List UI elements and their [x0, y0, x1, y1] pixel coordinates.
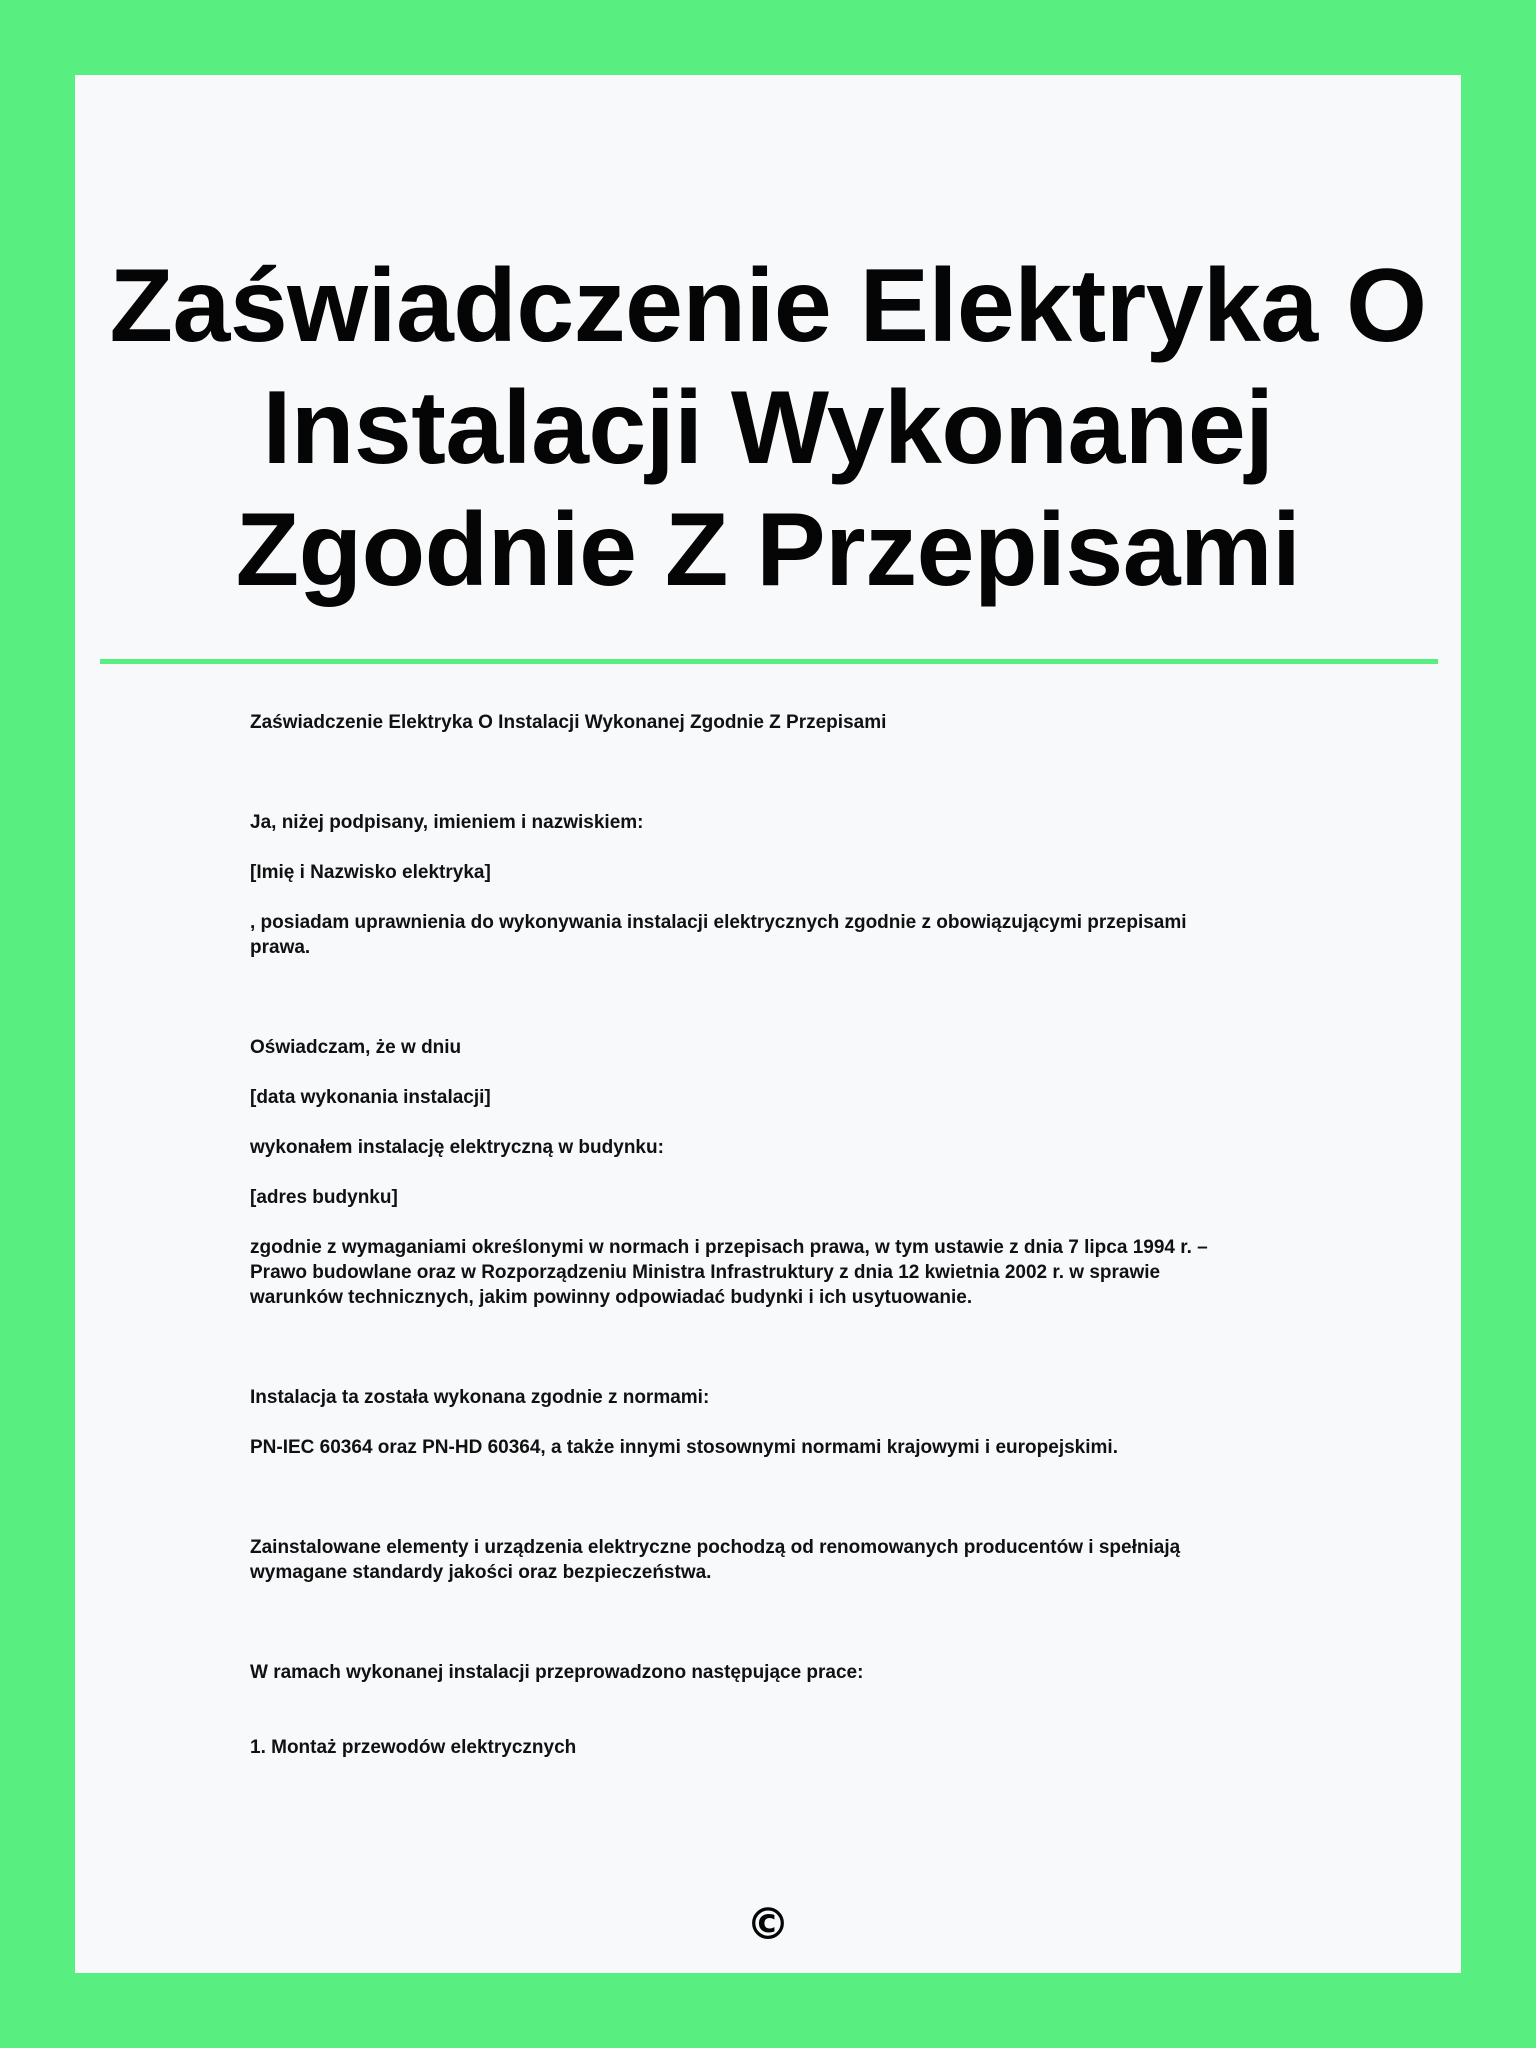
paragraph-qualifications-line1: , posiadam uprawnienia do wykonywania instalacji elektrycznych zgodnie z obowiązującymi przepisami — [250, 912, 1187, 933]
placeholder-installation-date: [data wykonania instalacji] — [250, 1087, 491, 1108]
paragraph-declarant-intro: Ja, niżej podpisany, imieniem i nazwiskiem: — [250, 812, 644, 833]
paragraph-qualifications-line2: prawa. — [250, 937, 311, 958]
copyright-icon: © — [746, 1899, 790, 1950]
paragraph-components-line2: wymagane standardy jakości oraz bezpieczeństwa. — [250, 1562, 712, 1583]
paragraph-legal-basis-line1: zgodnie z wymaganiami określonymi w normach i przepisach prawa, w tym ustawie z dnia 7 lipca 1994 r. – — [250, 1237, 1208, 1258]
paragraph-declaration-date-intro: Oświadczam, że w dniu — [250, 1037, 462, 1058]
list-item-works-1: 1. Montaż przewodów elektrycznych — [250, 1737, 577, 1758]
page-title: Zaświadczenie Elektryka O Instalacji Wykonanej Zgodnie Z Przepisami — [109, 248, 1427, 608]
paragraph-standards-intro: Instalacja ta została wykonana zgodnie z normami: — [250, 1387, 710, 1408]
document-subtitle: Zaświadczenie Elektryka O Instalacji Wykonanej Zgodnie Z Przepisami — [250, 712, 887, 733]
placeholder-electrician-name: [Imię i Nazwisko elektryka] — [250, 862, 491, 883]
paragraph-legal-basis-line3: warunków technicznych, jakim powinny odpowiadać budynki i ich usytuowanie. — [250, 1287, 973, 1308]
placeholder-building-address: [adres budynku] — [250, 1187, 398, 1208]
title-divider — [100, 659, 1438, 664]
paragraph-components-line1: Zainstalowane elementy i urządzenia elektryczne pochodzą od renomowanych producentów i spełniają — [250, 1537, 1181, 1558]
document-page — [75, 75, 1461, 1973]
paragraph-legal-basis-line2: Prawo budowlane oraz w Rozporządzeniu Ministra Infrastruktury z dnia 12 kwietnia 2002 r. w sprawie — [250, 1262, 1161, 1283]
paragraph-standards-list: PN-IEC 60364 oraz PN-HD 60364, a także innymi stosownymi normami krajowymi i europejskimi. — [250, 1437, 1118, 1458]
paragraph-building-intro: wykonałem instalację elektryczną w budynku: — [250, 1137, 664, 1158]
paragraph-works-intro: W ramach wykonanej instalacji przeprowadzono następujące prace: — [250, 1662, 864, 1683]
